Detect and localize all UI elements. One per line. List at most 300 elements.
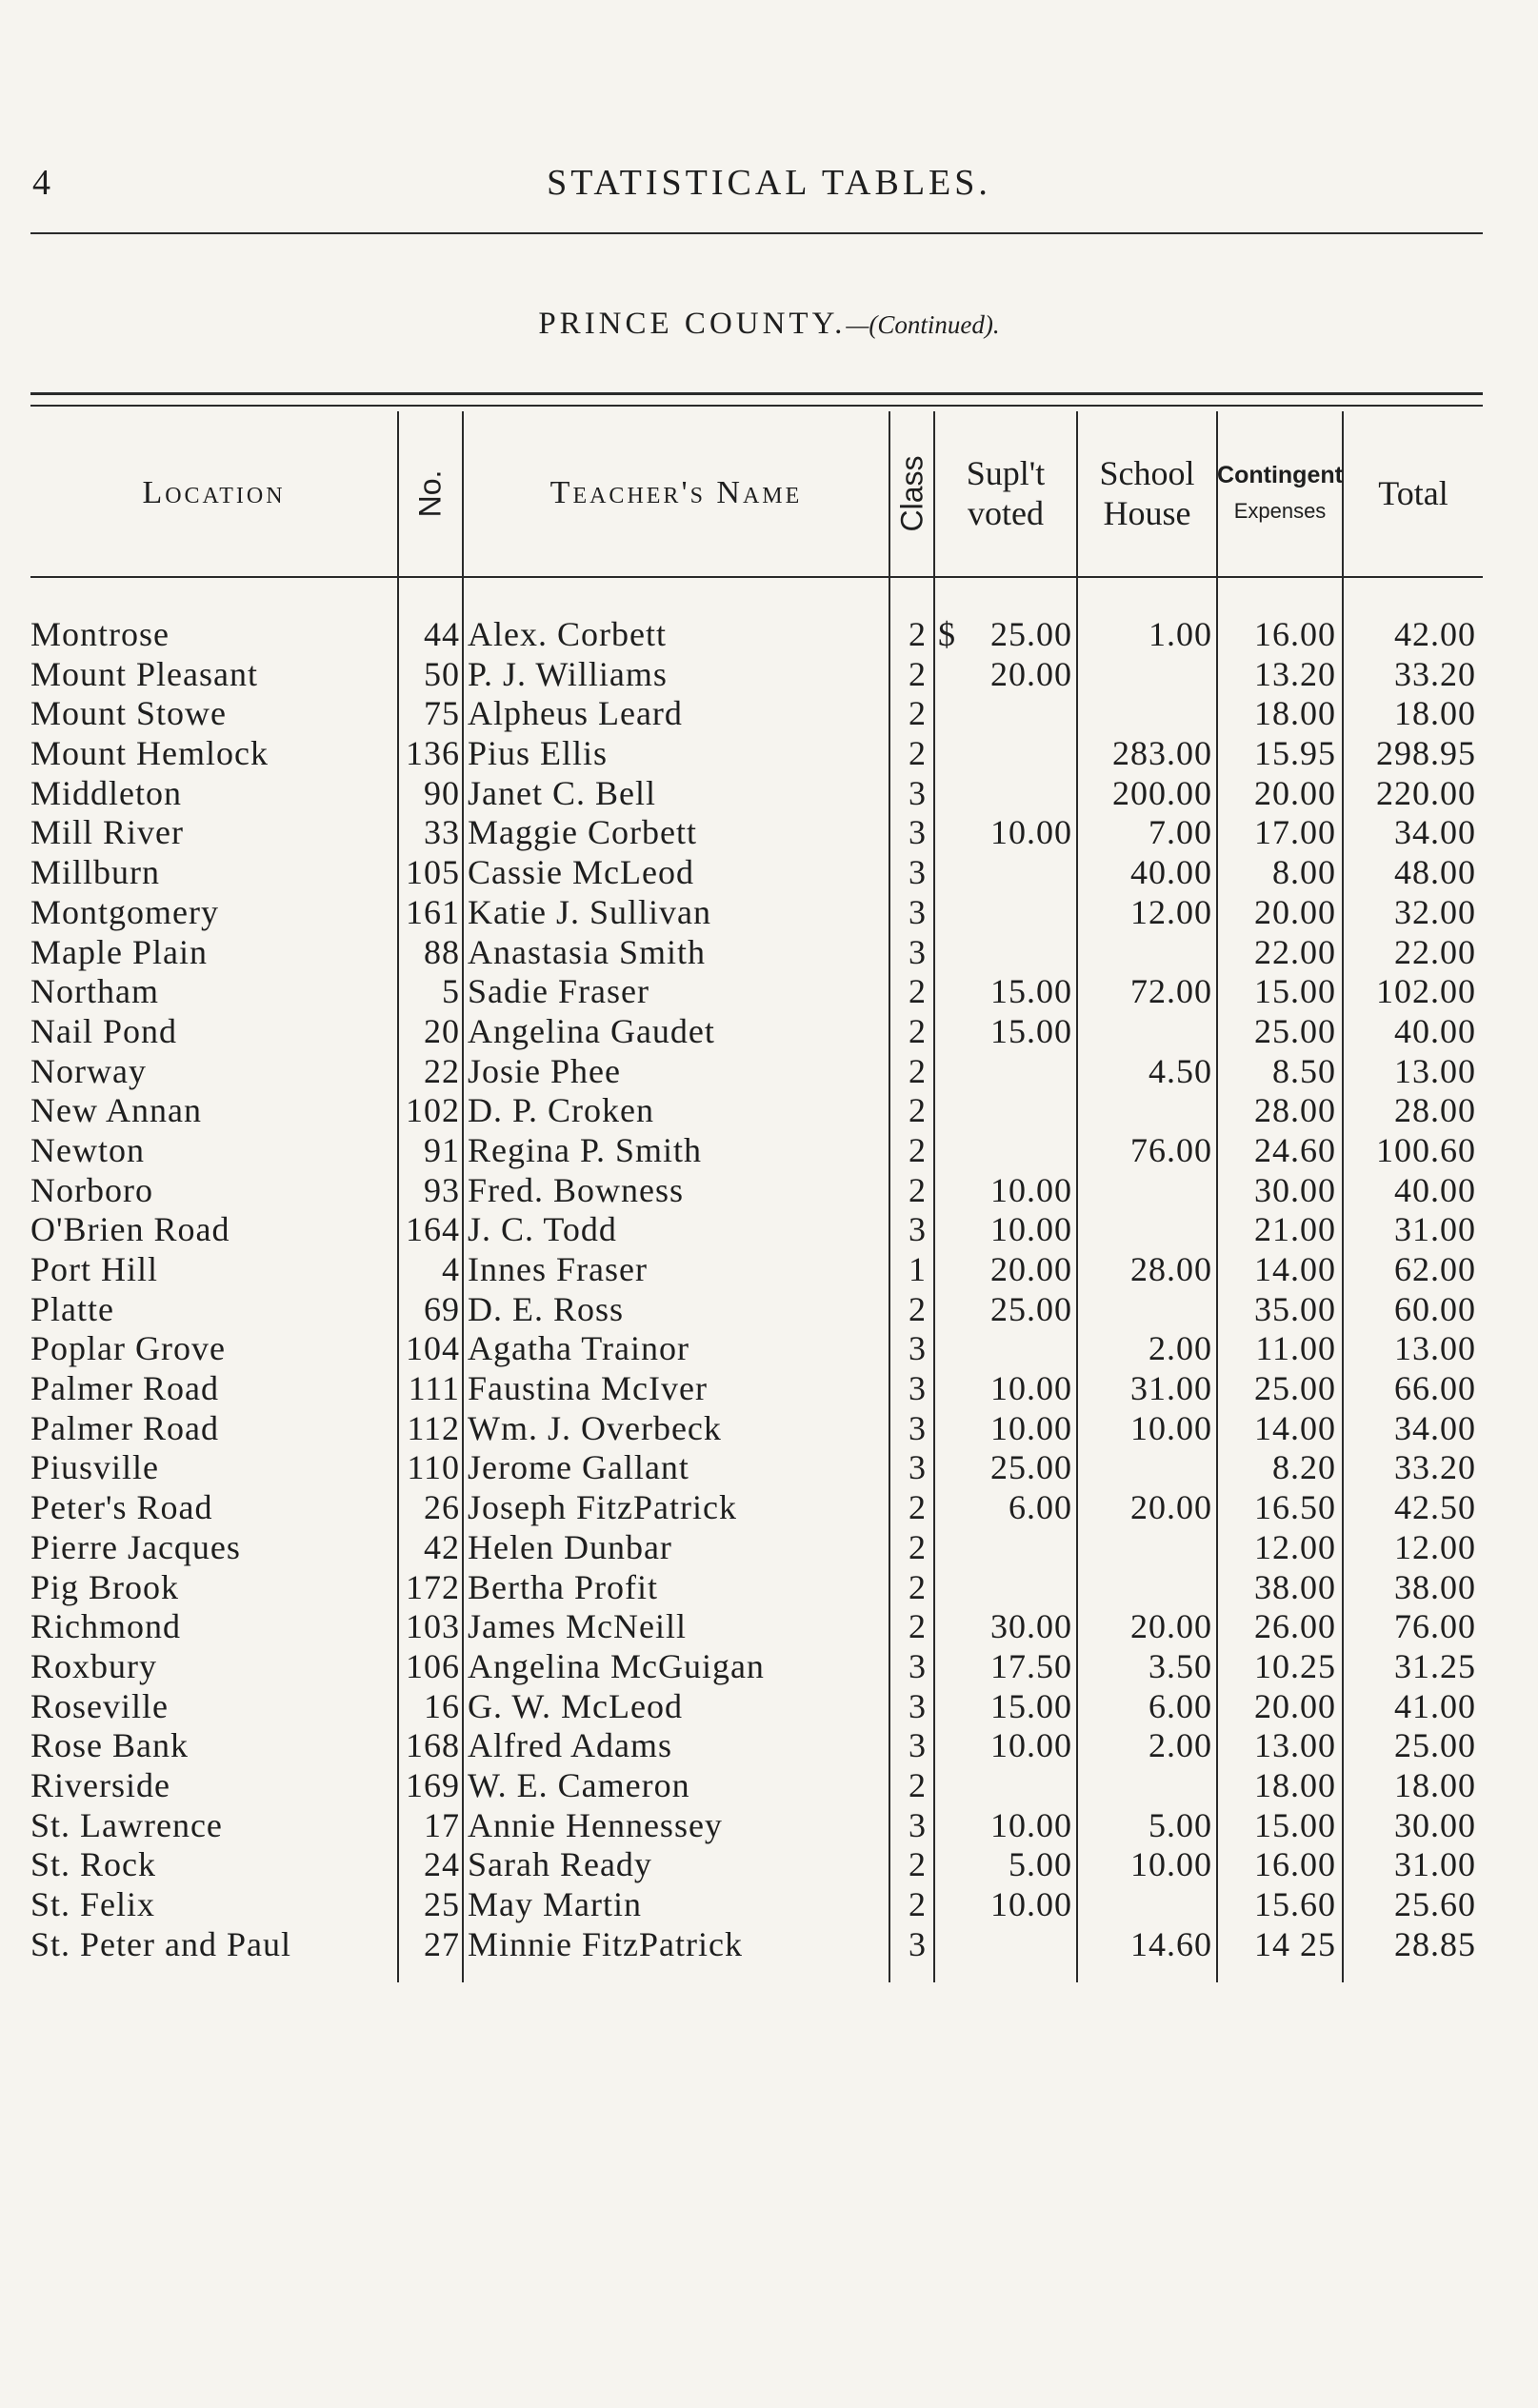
- table-row: [0, 1726, 1538, 1766]
- supl-voted-cell: 15.00: [990, 1011, 1072, 1050]
- teacher-cell: D. E. Ross: [468, 1289, 625, 1328]
- contingent-cell: 35.00: [1254, 1289, 1336, 1328]
- number-cell: 161: [406, 892, 460, 931]
- teacher-cell: J. C. Todd: [468, 1210, 617, 1249]
- location-cell: Mount Hemlock: [30, 734, 269, 773]
- table-row: [0, 1409, 1538, 1449]
- location-cell: Norboro: [30, 1170, 153, 1209]
- supl-voted-cell: 15.00: [990, 1686, 1072, 1725]
- teacher-cell: Bertha Profit: [468, 1567, 658, 1606]
- teacher-cell: Innes Fraser: [468, 1250, 648, 1288]
- class-cell: 2: [909, 972, 927, 1011]
- class-cell: 2: [909, 1170, 927, 1209]
- header-class-text: Class: [894, 454, 929, 532]
- number-cell: 93: [424, 1170, 460, 1209]
- supl-voted-cell: 10.00: [990, 1170, 1072, 1209]
- number-cell: 104: [406, 1329, 460, 1368]
- school-house-cell: 28.00: [1130, 1250, 1212, 1288]
- number-cell: 33: [424, 813, 460, 852]
- number-cell: 27: [424, 1924, 460, 1963]
- total-cell: 32.00: [1394, 892, 1476, 931]
- number-cell: 90: [424, 773, 460, 812]
- contingent-cell: 15.00: [1254, 972, 1336, 1011]
- location-cell: Mill River: [30, 813, 184, 852]
- number-cell: 16: [424, 1686, 460, 1725]
- table-row: [0, 853, 1538, 893]
- header-class: [890, 411, 933, 575]
- total-cell: 33.20: [1394, 654, 1476, 693]
- running-title: STATISTICAL TABLES.: [547, 163, 991, 203]
- supl-voted-cell: 20.00: [990, 1250, 1072, 1288]
- number-cell: 4: [442, 1250, 460, 1288]
- location-cell: Rose Bank: [30, 1726, 189, 1765]
- school-house-cell: 12.00: [1130, 892, 1212, 931]
- teacher-cell: Fred. Bowness: [468, 1170, 684, 1209]
- teacher-cell: W. E. Cameron: [468, 1765, 690, 1804]
- location-cell: St. Felix: [30, 1885, 156, 1923]
- contingent-cell: 25.00: [1254, 1369, 1336, 1408]
- header-house-line2: House: [1103, 494, 1191, 532]
- table-row: [0, 655, 1538, 695]
- location-cell: Riverside: [30, 1765, 170, 1804]
- school-house-cell: 10.00: [1130, 1845, 1212, 1884]
- teacher-cell: Alex. Corbett: [468, 615, 667, 653]
- number-cell: 105: [406, 853, 460, 892]
- class-cell: 2: [909, 1130, 927, 1169]
- class-cell: 2: [909, 1488, 927, 1527]
- contingent-cell: 16.00: [1254, 1845, 1336, 1884]
- contingent-cell: 20.00: [1254, 892, 1336, 931]
- location-cell: Richmond: [30, 1607, 181, 1646]
- header-bottom-rule: [30, 576, 1483, 578]
- teacher-cell: Agatha Trainor: [468, 1329, 689, 1368]
- contingent-cell: 20.00: [1254, 773, 1336, 812]
- total-cell: 22.00: [1394, 932, 1476, 971]
- supl-voted-cell: 25.00: [990, 1289, 1072, 1328]
- number-cell: 110: [407, 1448, 460, 1487]
- table-row: [0, 1845, 1538, 1885]
- teacher-cell: Sadie Fraser: [468, 972, 649, 1011]
- teacher-cell: May Martin: [468, 1885, 642, 1923]
- teacher-cell: P. J. Williams: [468, 654, 668, 693]
- total-cell: 220.00: [1376, 773, 1476, 812]
- location-cell: Newton: [30, 1130, 145, 1169]
- header-contingent-line1: Contingent: [1217, 462, 1343, 488]
- contingent-cell: 15.95: [1254, 734, 1336, 773]
- number-cell: 44: [424, 615, 460, 653]
- header-supl-line1: Supl't: [966, 454, 1046, 492]
- contingent-cell: 14 25: [1254, 1924, 1336, 1963]
- number-cell: 164: [406, 1210, 460, 1249]
- table-row: [0, 1290, 1538, 1330]
- teacher-cell: Minnie FitzPatrick: [468, 1924, 743, 1963]
- header-contingent: [1218, 411, 1342, 575]
- class-cell: 3: [909, 813, 927, 852]
- number-cell: 103: [406, 1607, 460, 1646]
- header-supl: [935, 411, 1076, 575]
- table-body: [0, 615, 1538, 1964]
- contingent-cell: 15.00: [1254, 1805, 1336, 1844]
- supl-voted-cell: 10.00: [990, 1408, 1072, 1447]
- table-row: [0, 1052, 1538, 1092]
- location-cell: St. Lawrence: [30, 1805, 223, 1844]
- class-cell: 3: [909, 1408, 927, 1447]
- class-cell: 3: [909, 1924, 927, 1963]
- table-top-rule-inner: [30, 405, 1483, 407]
- contingent-cell: 28.00: [1254, 1091, 1336, 1130]
- supl-voted-cell: 20.00: [990, 654, 1072, 693]
- header-location: Location: [142, 475, 286, 510]
- county-title-suffix: —(Continued).: [846, 310, 1000, 339]
- total-cell: 28.00: [1394, 1091, 1476, 1130]
- header-total: Total: [1378, 474, 1448, 512]
- school-house-cell: 200.00: [1112, 773, 1212, 812]
- table-row: [0, 1250, 1538, 1290]
- total-cell: 48.00: [1394, 853, 1476, 892]
- class-cell: 3: [909, 1369, 927, 1408]
- total-cell: 42.50: [1394, 1488, 1476, 1527]
- contingent-cell: 18.00: [1254, 1765, 1336, 1804]
- table-row: [0, 1448, 1538, 1488]
- school-house-cell: 31.00: [1130, 1369, 1212, 1408]
- table-row: [0, 1766, 1538, 1806]
- table-row: [0, 1607, 1538, 1647]
- number-cell: 111: [408, 1369, 460, 1408]
- table-row: [0, 1369, 1538, 1409]
- number-cell: 102: [406, 1091, 460, 1130]
- teacher-cell: Josie Phee: [468, 1051, 621, 1090]
- location-cell: Mount Stowe: [30, 694, 228, 733]
- table-row: [0, 1131, 1538, 1171]
- location-cell: St. Rock: [30, 1845, 157, 1884]
- number-cell: 26: [424, 1488, 460, 1527]
- contingent-cell: 18.00: [1254, 694, 1336, 733]
- class-cell: 2: [909, 1527, 927, 1566]
- table-row: [0, 1806, 1538, 1846]
- contingent-cell: 11.00: [1255, 1329, 1336, 1368]
- table-row: [0, 1568, 1538, 1608]
- total-cell: 40.00: [1394, 1170, 1476, 1209]
- class-cell: 2: [909, 1765, 927, 1804]
- table-row: [0, 1329, 1538, 1369]
- number-cell: 69: [424, 1289, 460, 1328]
- class-cell: 2: [909, 1051, 927, 1090]
- total-cell: 25.00: [1394, 1726, 1476, 1765]
- location-cell: Palmer Road: [30, 1408, 219, 1447]
- location-cell: Montgomery: [30, 892, 219, 931]
- total-cell: 60.00: [1394, 1289, 1476, 1328]
- total-cell: 12.00: [1394, 1527, 1476, 1566]
- location-cell: Pig Brook: [30, 1567, 180, 1606]
- class-cell: 3: [909, 1329, 927, 1368]
- teacher-cell: Anastasia Smith: [468, 932, 706, 971]
- contingent-cell: 30.00: [1254, 1170, 1336, 1209]
- supl-voted-cell: 5.00: [1009, 1845, 1072, 1884]
- header-teacher: Teacher's Name: [549, 475, 803, 510]
- total-cell: 25.60: [1394, 1885, 1476, 1923]
- total-cell: 41.00: [1394, 1686, 1476, 1725]
- location-cell: Montrose: [30, 615, 170, 653]
- location-cell: Port Hill: [30, 1250, 159, 1288]
- contingent-cell: 38.00: [1254, 1567, 1336, 1606]
- supl-voted-cell: 10.00: [990, 1885, 1072, 1923]
- table-row: [0, 615, 1538, 655]
- location-cell: Piusville: [30, 1448, 160, 1487]
- location-cell: Norway: [30, 1051, 147, 1090]
- number-cell: 168: [406, 1726, 460, 1765]
- total-cell: 76.00: [1394, 1607, 1476, 1646]
- location-cell: Roxbury: [30, 1646, 157, 1685]
- teacher-cell: Faustina McIver: [468, 1369, 708, 1408]
- teacher-cell: Jerome Gallant: [468, 1448, 689, 1487]
- table-row: [0, 1171, 1538, 1211]
- table-row: [0, 1885, 1538, 1925]
- class-cell: 3: [909, 1805, 927, 1844]
- class-cell: 3: [909, 1726, 927, 1765]
- school-house-cell: 2.00: [1149, 1726, 1212, 1765]
- school-house-cell: 20.00: [1130, 1607, 1212, 1646]
- class-cell: 3: [909, 1448, 927, 1487]
- number-cell: 17: [424, 1805, 460, 1844]
- class-cell: 2: [909, 615, 927, 653]
- header-supl-line2: voted: [968, 494, 1044, 532]
- number-cell: 50: [424, 654, 460, 693]
- currency-symbol: $: [938, 615, 956, 653]
- class-cell: 3: [909, 1686, 927, 1725]
- total-cell: 38.00: [1394, 1567, 1476, 1606]
- school-house-cell: 2.00: [1149, 1329, 1212, 1368]
- table-row: [0, 734, 1538, 774]
- total-cell: 31.25: [1394, 1646, 1476, 1685]
- class-cell: 3: [909, 773, 927, 812]
- school-house-cell: 283.00: [1112, 734, 1212, 773]
- table-top-rule: [30, 392, 1483, 395]
- contingent-cell: 24.60: [1254, 1130, 1336, 1169]
- location-cell: Middleton: [30, 773, 182, 812]
- supl-voted-cell: 10.00: [990, 1726, 1072, 1765]
- teacher-cell: Cassie McLeod: [468, 853, 694, 892]
- total-cell: 62.00: [1394, 1250, 1476, 1288]
- contingent-cell: 25.00: [1254, 1011, 1336, 1050]
- contingent-cell: 14.00: [1254, 1250, 1336, 1288]
- number-cell: 172: [406, 1567, 460, 1606]
- header-contingent-line2: Expenses: [1233, 499, 1327, 523]
- location-cell: St. Peter and Paul: [30, 1924, 291, 1963]
- school-house-cell: 5.00: [1149, 1805, 1212, 1844]
- teacher-cell: Regina P. Smith: [468, 1130, 703, 1169]
- table-row: [0, 893, 1538, 933]
- teacher-cell: Pius Ellis: [468, 734, 609, 773]
- page-number: 4: [32, 163, 50, 203]
- total-cell: 34.00: [1394, 1408, 1476, 1447]
- class-cell: 3: [909, 932, 927, 971]
- location-cell: New Annan: [30, 1091, 202, 1130]
- location-cell: Platte: [30, 1289, 114, 1328]
- total-cell: 102.00: [1376, 972, 1476, 1011]
- total-cell: 31.00: [1394, 1845, 1476, 1884]
- number-cell: 20: [424, 1011, 460, 1050]
- table-row: [0, 972, 1538, 1012]
- contingent-cell: 12.00: [1254, 1527, 1336, 1566]
- supl-voted-cell: 25.00: [990, 615, 1072, 653]
- total-cell: 298.95: [1376, 734, 1476, 773]
- number-cell: 75: [424, 694, 460, 733]
- teacher-cell: Janet C. Bell: [468, 773, 656, 812]
- total-cell: 42.00: [1394, 615, 1476, 653]
- table-row: [0, 1488, 1538, 1528]
- location-cell: Nail Pond: [30, 1011, 178, 1050]
- school-house-cell: 10.00: [1130, 1408, 1212, 1447]
- contingent-cell: 14.00: [1254, 1408, 1336, 1447]
- teacher-cell: Annie Hennessey: [468, 1805, 723, 1844]
- number-cell: 91: [424, 1130, 460, 1169]
- class-cell: 2: [909, 1011, 927, 1050]
- county-title-text: PRINCE COUNTY.: [538, 307, 847, 341]
- location-cell: Maple Plain: [30, 932, 208, 971]
- table-row: [0, 1012, 1538, 1052]
- number-cell: 25: [424, 1885, 460, 1923]
- contingent-cell: 26.00: [1254, 1607, 1336, 1646]
- number-cell: 22: [424, 1051, 460, 1090]
- total-cell: 18.00: [1394, 1765, 1476, 1804]
- school-house-cell: 14.60: [1130, 1924, 1212, 1963]
- header-house: [1078, 411, 1216, 575]
- contingent-cell: 21.00: [1254, 1210, 1336, 1249]
- location-cell: Poplar Grove: [30, 1329, 226, 1368]
- contingent-cell: 15.60: [1254, 1885, 1336, 1923]
- table-row: [0, 694, 1538, 734]
- table-row: [0, 813, 1538, 853]
- class-cell: 2: [909, 1567, 927, 1606]
- location-cell: Pierre Jacques: [30, 1527, 241, 1566]
- total-cell: 31.00: [1394, 1210, 1476, 1249]
- header-no: [399, 411, 462, 575]
- class-cell: 2: [909, 694, 927, 733]
- school-house-cell: 3.50: [1149, 1646, 1212, 1685]
- table-row: [0, 1091, 1538, 1131]
- number-cell: 24: [424, 1845, 460, 1884]
- location-cell: Mount Pleasant: [30, 654, 258, 693]
- teacher-cell: Maggie Corbett: [468, 813, 697, 852]
- total-cell: 28.85: [1394, 1924, 1476, 1963]
- school-house-cell: 76.00: [1130, 1130, 1212, 1169]
- number-cell: 106: [406, 1646, 460, 1685]
- location-cell: Roseville: [30, 1686, 169, 1725]
- total-cell: 30.00: [1394, 1805, 1476, 1844]
- class-cell: 3: [909, 1210, 927, 1249]
- number-cell: 5: [442, 972, 460, 1011]
- total-cell: 33.20: [1394, 1448, 1476, 1487]
- contingent-cell: 16.00: [1254, 615, 1336, 653]
- total-cell: 13.00: [1394, 1051, 1476, 1090]
- school-house-cell: 40.00: [1130, 853, 1212, 892]
- location-cell: Palmer Road: [30, 1369, 219, 1408]
- number-cell: 112: [407, 1408, 460, 1447]
- class-cell: 3: [909, 892, 927, 931]
- teacher-cell: Angelina McGuigan: [468, 1646, 765, 1685]
- contingent-cell: 16.50: [1254, 1488, 1336, 1527]
- supl-voted-cell: 17.50: [990, 1646, 1072, 1685]
- class-cell: 2: [909, 1091, 927, 1130]
- supl-voted-cell: 10.00: [990, 1210, 1072, 1249]
- number-cell: 136: [406, 734, 460, 773]
- contingent-cell: 20.00: [1254, 1686, 1336, 1725]
- teacher-cell: Sarah Ready: [468, 1845, 652, 1884]
- teacher-cell: Helen Dunbar: [468, 1527, 672, 1566]
- number-cell: 88: [424, 932, 460, 971]
- table-row: [0, 1647, 1538, 1687]
- teacher-cell: Wm. J. Overbeck: [468, 1408, 722, 1447]
- class-cell: 2: [909, 1885, 927, 1923]
- class-cell: 1: [909, 1250, 927, 1288]
- teacher-cell: Alpheus Leard: [468, 694, 683, 733]
- number-cell: 42: [424, 1527, 460, 1566]
- supl-voted-cell: 10.00: [990, 1369, 1072, 1408]
- school-house-cell: 1.00: [1149, 615, 1212, 653]
- header-house-line1: School: [1099, 454, 1195, 492]
- table-row: [0, 1528, 1538, 1568]
- number-cell: 169: [406, 1765, 460, 1804]
- header-no-text: No.: [412, 469, 448, 517]
- location-cell: Peter's Road: [30, 1488, 213, 1527]
- location-cell: O'Brien Road: [30, 1210, 230, 1249]
- location-cell: Millburn: [30, 853, 161, 892]
- contingent-cell: 8.00: [1272, 853, 1336, 892]
- table-row: [0, 1687, 1538, 1727]
- teacher-cell: Angelina Gaudet: [468, 1011, 715, 1050]
- table-row: [0, 933, 1538, 973]
- teacher-cell: Alfred Adams: [468, 1726, 672, 1765]
- teacher-cell: James McNeill: [468, 1607, 687, 1646]
- total-cell: 40.00: [1394, 1011, 1476, 1050]
- total-cell: 18.00: [1394, 694, 1476, 733]
- table-row: [0, 1925, 1538, 1965]
- class-cell: 2: [909, 654, 927, 693]
- class-cell: 3: [909, 853, 927, 892]
- class-cell: 2: [909, 734, 927, 773]
- contingent-cell: 13.00: [1254, 1726, 1336, 1765]
- contingent-cell: 13.20: [1254, 654, 1336, 693]
- class-cell: 2: [909, 1289, 927, 1328]
- total-cell: 13.00: [1394, 1329, 1476, 1368]
- supl-voted-cell: 15.00: [990, 972, 1072, 1011]
- supl-voted-cell: 25.00: [990, 1448, 1072, 1487]
- total-cell: 34.00: [1394, 813, 1476, 852]
- class-cell: 2: [909, 1607, 927, 1646]
- supl-voted-cell: 10.00: [990, 813, 1072, 852]
- contingent-cell: 22.00: [1254, 932, 1336, 971]
- class-cell: 3: [909, 1646, 927, 1685]
- total-cell: 66.00: [1394, 1369, 1476, 1408]
- contingent-cell: 17.00: [1254, 813, 1336, 852]
- teacher-cell: G. W. McLeod: [468, 1686, 683, 1725]
- supl-voted-cell: 10.00: [990, 1805, 1072, 1844]
- teacher-cell: Katie J. Sullivan: [468, 892, 711, 931]
- school-house-cell: 7.00: [1149, 813, 1212, 852]
- class-cell: 2: [909, 1845, 927, 1884]
- table-row: [0, 1210, 1538, 1250]
- teacher-cell: Joseph FitzPatrick: [468, 1488, 737, 1527]
- teacher-cell: D. P. Croken: [468, 1091, 655, 1130]
- supl-voted-cell: 6.00: [1009, 1488, 1072, 1527]
- location-cell: Northam: [30, 972, 159, 1011]
- school-house-cell: 6.00: [1149, 1686, 1212, 1725]
- school-house-cell: 20.00: [1130, 1488, 1212, 1527]
- school-house-cell: 72.00: [1130, 972, 1212, 1011]
- contingent-cell: 10.25: [1254, 1646, 1336, 1685]
- top-rule: [30, 232, 1483, 234]
- contingent-cell: 8.20: [1272, 1448, 1336, 1487]
